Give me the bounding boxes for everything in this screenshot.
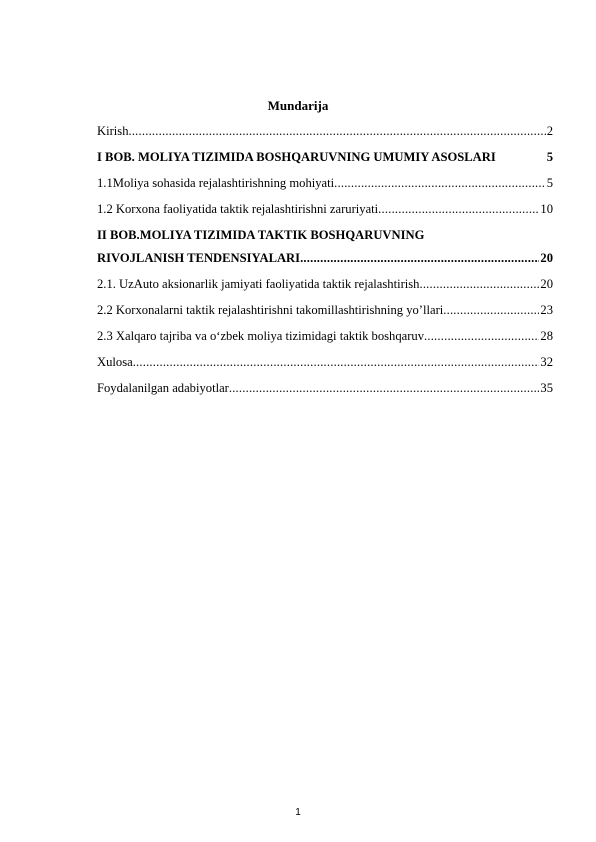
dot-leader: [300, 250, 539, 266]
table-of-contents: [97, 123, 553, 406]
dot-leader: [419, 276, 539, 292]
dot-leader: [334, 175, 546, 191]
page-number: 1: [295, 807, 301, 818]
toc-entry-page: 5: [546, 150, 553, 164]
toc-entry-adabiyotlar[interactable]: [97, 380, 553, 396]
toc-entry-page: 5: [546, 176, 553, 190]
toc-entry-page: 23: [540, 303, 553, 317]
dot-leader: [128, 123, 545, 139]
toc-entry-text: RIVOJLANISH TENDENSIYALARI: [97, 251, 301, 265]
dot-leader: [133, 354, 540, 370]
toc-entry-text: Xulosa: [97, 355, 133, 369]
dot-leader: [378, 201, 539, 217]
toc-entry-page: 32: [540, 355, 553, 369]
toc-entry-text: Kirish: [97, 124, 129, 138]
toc-entry-page: 10: [540, 202, 553, 216]
toc-entry-text: 2.3 Xalqaro tajriba va o‘zbek moliya tizimidagi taktik boshqaruv: [97, 329, 424, 343]
toc-entry-text: 2.2 Korxonalarni taktik rejalashtirishni takomillashtirishning yo’llari: [97, 303, 444, 317]
toc-entry-page: 35: [540, 381, 553, 395]
toc-entry-text: Foydalanilgan adabiyotlar: [97, 381, 229, 395]
toc-entry-1-2[interactable]: [97, 201, 553, 217]
toc-entry-2-3[interactable]: [97, 328, 553, 344]
toc-entry-page: 20: [540, 251, 553, 265]
toc-entry-page: 2: [546, 124, 553, 138]
toc-entry-text: 1.2 Korxona faoliyatida taktik rejalashtirishni zaruriyati: [97, 202, 379, 216]
toc-entry-chapter-1[interactable]: [97, 149, 553, 165]
toc-entry-text-line1: II BOB.MOLIYA TIZIMIDA TAKTIK BOSHQARUVNING: [97, 228, 425, 242]
toc-entry-text: I BOB. MOLIYA TIZIMIDA BOSHQARUVNING UMUMIY ASOSLARI: [97, 150, 496, 164]
toc-entry-2-1[interactable]: [97, 276, 553, 292]
toc-entry-kirish[interactable]: [97, 123, 553, 139]
toc-entry-text: 2.1. UzAuto aksionarlik jamiyati faoliyatida taktik rejalashtirish: [97, 277, 420, 291]
toc-entry-chapter-2[interactable]: [97, 227, 553, 266]
toc-entry-text: 1.1Moliya sohasida rejalashtirishning mohiyati: [97, 176, 335, 190]
toc-entry-xulosa[interactable]: [97, 354, 553, 370]
dot-leader: [443, 302, 539, 318]
toc-title: Mundarija: [267, 98, 329, 113]
toc-entry-page: 28: [540, 329, 553, 343]
toc-entry-2-2[interactable]: [97, 302, 553, 318]
toc-entry-page: 20: [540, 277, 553, 291]
dot-leader: [229, 380, 540, 396]
dot-leader: [424, 328, 539, 344]
toc-entry-1-1[interactable]: [97, 175, 553, 191]
